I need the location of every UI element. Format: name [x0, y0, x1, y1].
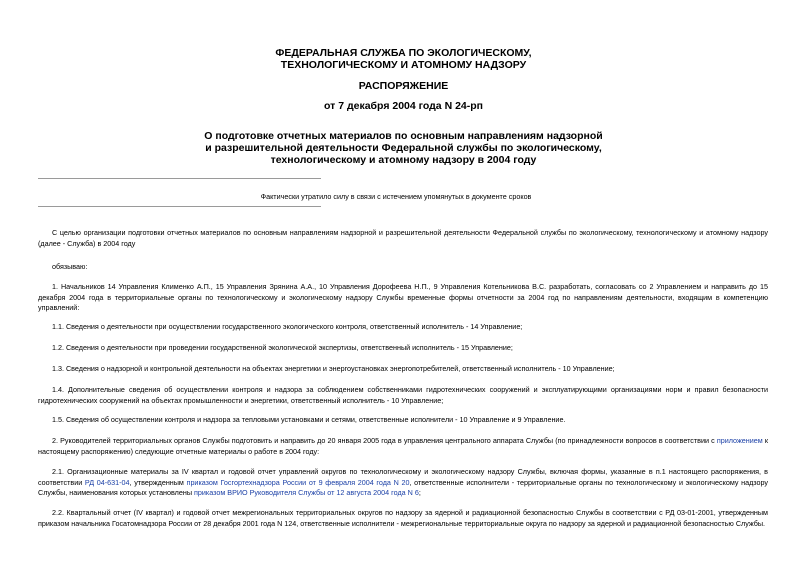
paragraph-1: 1. Начальников 14 Управления Клименко А.П., 15 Управления Зрянина А.А., 10 Управления Дорофеева Н.П., 9 Управления Котельникова В.С. разработать, согласовать со 2 Управлением и направить до 15 декабря 2004 года в территориальные органы по технологическому и экологическому надзору Службы временные формы отчетности за 2004 год по направлениям деятельности, входящим в компетенцию управлений:	[38, 282, 768, 312]
document-title-line-2: и разрешительной деятельности Федеральной службы по экологическому,	[205, 142, 602, 154]
intro-paragraph: С целью организации подготовки отчетных материалов по основным направлениям надзорной и разрешительной деятельности Федеральной службы по экологическому, технологическому и атомному надзору (далее - Служба) в 2004 году	[38, 228, 768, 248]
vrio-order-link[interactable]: приказом ВРИО Руководителя Службы от 12 августа 2004 года N 6	[194, 488, 419, 497]
appendix-link[interactable]: приложением	[716, 436, 763, 445]
paragraph-1-2: 1.2. Сведения о деятельности при проведении государственной экологической экспертизы, ответственный исполнитель - 15 Управление;	[52, 343, 513, 352]
gosgortekhnadzor-order-link[interactable]: приказом Госгортехнадзора России от 9 февраля 2004 года N 20	[186, 477, 410, 487]
agency-name-line-2: ТЕХНОЛОГИЧЕСКОМУ И АТОМНОМУ НАДЗОРУ	[280, 59, 527, 71]
divider-top	[38, 178, 321, 179]
divider-bottom	[38, 206, 321, 207]
paragraph-2-1-text-a: 2.1. Организационные материалы за IV квартал и годовой отчет управлений округов по технологическому и экологическому надзору Службы, включая формы, указанные в п.1 настоящего распоряжения, в соответствии	[38, 467, 768, 487]
document-date: от 7 декабря 2004 года N 24-рп	[323, 100, 483, 112]
paragraph-2-2: 2.2. Квартальный отчет (IV квартал) и годовой отчет межрегиональных территориальных округов по надзору за ядерной и радиационной безопасностью Службы в соответствии с РД 03-01-2001, утвержденным приказом начальника Госатомнадзора России от 28 декабря 2001 года N 124, ответственные исполнители - межрегиональные территориальные округа по надзору за ядерной и радиационной безопасностью Службы.	[38, 508, 768, 528]
document-title-line-3: технологическому и атомному надзору в 2004 году	[270, 154, 537, 166]
paragraph-1-1: 1.1. Сведения о деятельности при осуществлении государственного экологического контроля, ответственный исполнитель - 14 Управление;	[52, 322, 523, 331]
rd-04-631-04-link[interactable]: РД 04-631-04	[84, 477, 130, 487]
document-type: РАСПОРЯЖЕНИЕ	[358, 80, 449, 92]
document-title-line-1: О подготовке отчетных материалов по основным направлениям надзорной	[204, 130, 603, 142]
paragraph-2-text-start: 2. Руководителей территориальных органов Службы подготовить и направить до 20 января 2005 года в управления центрального аппарата Службы (по принадлежности вопросов в соответствии с	[52, 436, 717, 445]
paragraph-2-1-text-c: , ответственные исполнители - территориальные органы по технологическому и экологическому надзору Службы, наименования которых установлены	[38, 477, 768, 497]
obligate-paragraph: обязываю:	[52, 262, 88, 271]
paragraph-2-1-text-b: , утвержденным	[129, 477, 187, 487]
paragraph-1-5: 1.5. Сведения об осуществлении контроля и надзора за тепловыми установками и сетями, ответственные исполнители - 10 Управление и 9 Управление.	[52, 415, 566, 424]
agency-name-line-1: ФЕДЕРАЛЬНАЯ СЛУЖБА ПО ЭКОЛОГИЧЕСКОМУ,	[275, 47, 532, 59]
paragraph-1-4: 1.4. Дополнительные сведения об осуществлении контроля и надзора за соблюдением собственниками гидротехнических сооружений и эксплуатирующими организациями норм и правил безопасности гидротехнических сооружений на объектах промышленности и энергетики, ответственный исполнитель - 10 Управление;	[38, 385, 768, 405]
paragraph-2-text-end: к настоящему распоряжению) следующие отчетные материалы о работе в 2004 году:	[38, 436, 768, 456]
paragraph-2-1-text-d: ;	[418, 488, 421, 497]
paragraph-2-1	[38, 467, 768, 499]
paragraph-2	[38, 436, 768, 457]
paragraph-1-3: 1.3. Сведения о надзорной и контрольной деятельности на объектах энергетики и энергоустановках энергопотребителей, ответственный исполнитель - 10 Управление;	[52, 364, 615, 373]
status-note: Фактически утратило силу в связи с истечением упомянутых в документе сроков	[260, 192, 532, 201]
